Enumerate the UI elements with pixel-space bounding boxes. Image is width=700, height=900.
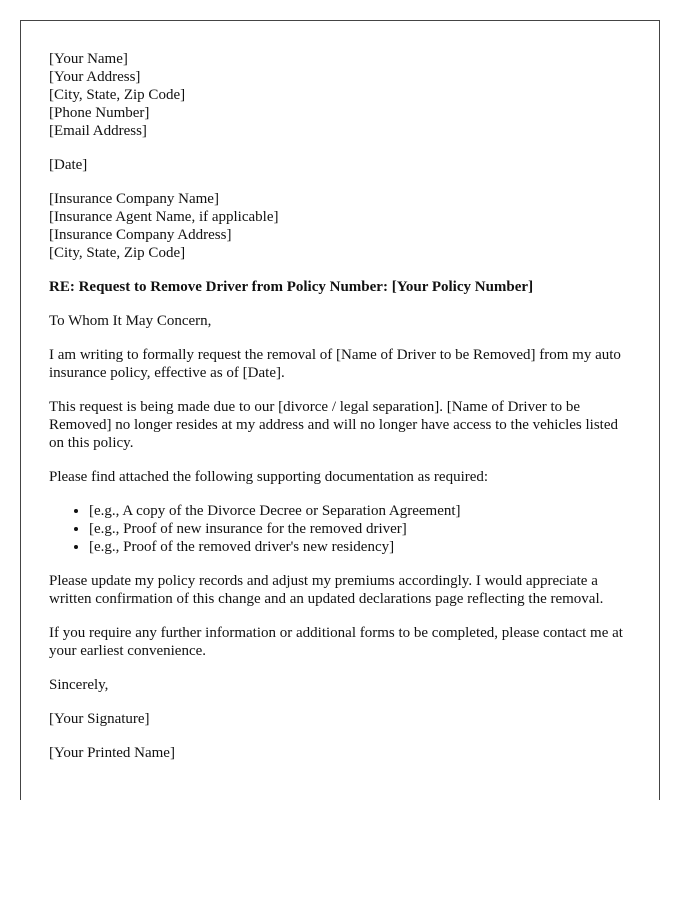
sender-city-state-zip: [City, State, Zip Code] xyxy=(49,87,186,103)
paragraph-request: I am writing to formally request the removal of [Name of Driver to be Removed] from my auto insurance policy, effective as of [Date]. xyxy=(49,347,621,381)
sender-email: [Email Address] xyxy=(49,123,147,139)
documentation-item: • [e.g., Proof of the removed driver's new residency] xyxy=(89,538,631,556)
subject-line: RE: Request to Remove Driver from Policy Number: [Your Policy Number] xyxy=(49,279,534,295)
paragraph-reason: This request is being made due to our [divorce / legal separation]. [Name of Driver to be Removed] no longer resides at my address and will no longer have access to the vehicles listed on this policy. xyxy=(49,399,619,451)
paragraph-documentation-intro: Please find attached the following supporting documentation as required: xyxy=(49,469,489,485)
recipient-company-address: [Insurance Company Address] xyxy=(49,227,232,243)
recipient-city-state-zip: [City, State, Zip Code] xyxy=(49,245,186,261)
documentation-list xyxy=(49,502,631,556)
recipient-block xyxy=(49,190,631,262)
salutation: To Whom It May Concern, xyxy=(49,313,212,329)
recipient-company-name: [Insurance Company Name] xyxy=(49,191,219,207)
documentation-item: • [e.g., A copy of the Divorce Decree or Separation Agreement] xyxy=(89,502,631,520)
sender-name: [Your Name] xyxy=(49,51,128,67)
closing: Sincerely, xyxy=(49,677,109,693)
printed-name: [Your Printed Name] xyxy=(49,745,175,761)
sender-address: [Your Address] xyxy=(49,69,141,85)
signature: [Your Signature] xyxy=(49,711,150,727)
letter-page xyxy=(20,20,660,800)
sender-block xyxy=(49,50,631,140)
paragraph-update-request: Please update my policy records and adjust my premiums accordingly. I would appreciate a written confirmation of this change and an updated declarations page reflecting the removal. xyxy=(49,573,604,607)
sender-phone: [Phone Number] xyxy=(49,105,150,121)
recipient-agent-name: [Insurance Agent Name, if applicable] xyxy=(49,209,279,225)
documentation-item: • [e.g., Proof of new insurance for the removed driver] xyxy=(89,520,631,538)
paragraph-contact: If you require any further information or additional forms to be completed, please contact me at your earliest convenience. xyxy=(49,625,623,659)
letter-date: [Date] xyxy=(49,157,88,173)
